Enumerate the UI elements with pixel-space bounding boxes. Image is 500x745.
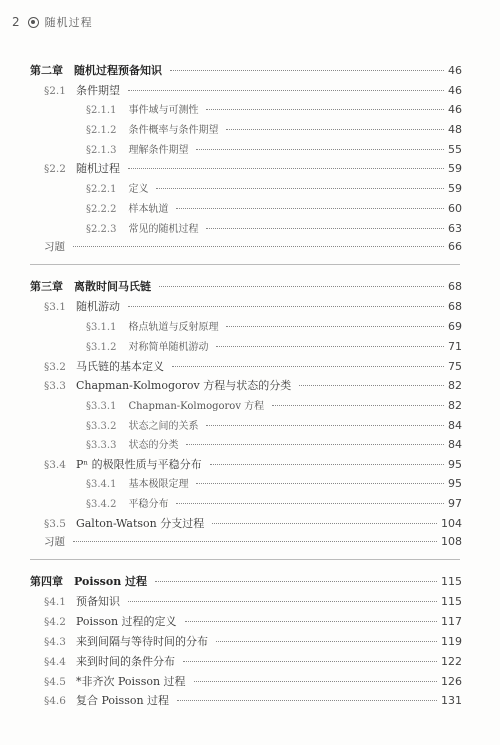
subsection-number: §2.2.3: [86, 224, 117, 235]
subsection-title: 状态的分类: [128, 440, 179, 451]
toc-section[interactable]: [44, 82, 462, 100]
page-ref: 84: [448, 438, 462, 451]
subsection-label: [86, 475, 192, 490]
section-title: 来到间隔与等待时间的分布: [75, 635, 208, 648]
section-number: §4.2: [44, 616, 66, 628]
dot-leader: [185, 621, 437, 622]
section-title: Pⁿ 的极限性质与平稳分布: [75, 458, 202, 471]
section-label: [44, 377, 295, 393]
subsection-title: Chapman-Kolmogorov 方程: [128, 401, 265, 412]
section-label: [44, 358, 168, 374]
section-title: 来到时间的条件分布: [75, 655, 175, 668]
dot-leader: [226, 326, 444, 327]
page-ref: 119: [441, 635, 462, 648]
section-label: [44, 456, 206, 472]
section-title: 马氏链的基本定义: [75, 360, 164, 373]
subsection-title: 格点轨道与反射原理: [128, 322, 219, 333]
page-ref: 59: [448, 182, 462, 195]
dot-leader: [73, 246, 444, 247]
page-ref: 55: [448, 143, 462, 156]
subsection-title: 对称简单随机游动: [128, 342, 209, 353]
section-title: 随机游动: [75, 300, 120, 313]
toc-subsection[interactable]: [86, 220, 462, 238]
dot-leader: [176, 503, 444, 504]
dot-leader: [216, 641, 437, 642]
subsection-title: 状态之间的关系: [128, 421, 199, 432]
toc-section[interactable]: [44, 673, 462, 691]
toc-subsection[interactable]: [86, 397, 462, 415]
dot-leader: [128, 306, 444, 307]
subsection-title: 事件域与可测性: [128, 105, 199, 116]
running-title: 随机过程: [44, 16, 93, 29]
toc-section[interactable]: [44, 377, 462, 395]
subsection-title: 平稳分布: [128, 499, 169, 510]
subsection-label: [86, 338, 212, 353]
section-number: §2.1: [44, 85, 66, 97]
subsection-label: [86, 180, 152, 195]
dot-leader: [272, 405, 444, 406]
subsection-title: 常见的随机过程: [128, 224, 199, 235]
subsection-label: [86, 495, 172, 510]
section-title: Galton-Watson 分支过程: [75, 517, 205, 530]
subsection-number: §3.3.2: [86, 421, 117, 432]
toc-subsection[interactable]: [86, 436, 462, 454]
dot-leader: [206, 228, 444, 229]
toc-chapter[interactable]: [30, 278, 462, 296]
chapter-title: 第四章 Poisson 过程: [30, 575, 148, 588]
dot-leader: [155, 581, 437, 582]
page-ref: 66: [448, 240, 462, 253]
toc-chapter[interactable]: [30, 62, 462, 80]
subsection-label: [86, 121, 222, 136]
subsection-number: §3.4.1: [86, 479, 117, 490]
page-ref: 95: [448, 458, 462, 471]
chapter-title: 第二章 随机过程预备知识: [30, 64, 162, 77]
page-ref: 68: [448, 280, 462, 293]
section-title: Poisson 过程的定义: [75, 615, 177, 628]
page-ref: 108: [441, 535, 462, 548]
page-ref: 97: [448, 497, 462, 510]
section-label: [44, 160, 124, 176]
section-number: §4.6: [44, 695, 66, 707]
toc-exercise[interactable]: [44, 239, 462, 257]
toc-subsection[interactable]: [86, 101, 462, 119]
subsection-label: [86, 101, 202, 116]
page-ref: 122: [441, 655, 462, 668]
toc-subsection[interactable]: [86, 200, 462, 218]
page-ref: 46: [448, 84, 462, 97]
dot-leader: [196, 483, 444, 484]
dot-leader: [196, 149, 444, 150]
subsection-label: [86, 318, 222, 333]
section-number: §3.2: [44, 361, 66, 373]
dot-leader: [156, 188, 444, 189]
page-ref: 84: [448, 419, 462, 432]
toc-exercise[interactable]: [44, 534, 462, 552]
page-ref: 104: [441, 517, 462, 530]
section-title: 预备知识: [75, 595, 120, 608]
toc-chapter[interactable]: [30, 573, 462, 591]
section-number: §4.3: [44, 636, 66, 648]
page-ref: 115: [441, 595, 462, 608]
page-ref: 68: [448, 300, 462, 313]
dot-leader: [172, 366, 444, 367]
section-number: §4.4: [44, 656, 66, 668]
section-number: §4.5: [44, 676, 66, 688]
dot-leader: [210, 464, 444, 465]
subsection-label: [86, 220, 202, 235]
toc-section[interactable]: [44, 653, 462, 671]
subsection-label: [86, 417, 202, 432]
section-label: [44, 593, 124, 609]
dot-leader: [73, 541, 437, 542]
page-number: 2: [12, 15, 20, 29]
page-ref: 117: [441, 615, 462, 628]
toc-subsection[interactable]: [86, 180, 462, 198]
toc-section[interactable]: [44, 358, 462, 376]
page-ref: 131: [441, 694, 462, 707]
section-label: [44, 82, 124, 98]
subsection-title: 条件概率与条件期望: [128, 125, 219, 136]
subsection-number: §3.1.2: [86, 342, 117, 353]
subsection-label: [86, 397, 268, 412]
page-ref: 46: [448, 103, 462, 116]
dot-leader: [159, 286, 444, 287]
dot-leader: [128, 601, 437, 602]
page-ref: 48: [448, 123, 462, 136]
section-title: *非齐次 Poisson 过程: [75, 675, 186, 688]
subsection-title: 基本极限定理: [128, 479, 189, 490]
dot-leader: [183, 661, 437, 662]
page-ref: 71: [448, 340, 462, 353]
subsection-number: §2.2.2: [86, 204, 117, 215]
subsection-number: §3.4.2: [86, 499, 117, 510]
subsection-number: §2.1.2: [86, 125, 117, 136]
section-number: §4.1: [44, 596, 66, 608]
dot-leader: [177, 700, 437, 701]
dot-leader: [212, 523, 437, 524]
subsection-title: 样本轨道: [128, 204, 169, 215]
section-number: §3.5: [44, 518, 66, 530]
page-ref: 63: [448, 222, 462, 235]
subsection-number: §3.3.3: [86, 440, 117, 451]
dot-leader: [206, 109, 444, 110]
dot-leader: [299, 385, 444, 386]
dot-leader: [226, 129, 444, 130]
section-number: §3.1: [44, 301, 66, 313]
subsection-label: [86, 200, 172, 215]
page-ref: 75: [448, 360, 462, 373]
toc-subsection[interactable]: [86, 338, 462, 356]
subsection-number: §3.3.1: [86, 401, 117, 412]
section-title: 随机过程: [75, 162, 120, 175]
dot-leader: [216, 346, 444, 347]
toc-subsection[interactable]: [86, 318, 462, 336]
section-number: §3.3: [44, 380, 66, 392]
page-ref: 69: [448, 320, 462, 333]
toc-section[interactable]: [44, 456, 462, 474]
subsection-number: §2.1.1: [86, 105, 117, 116]
subsection-number: §3.1.1: [86, 322, 117, 333]
subsection-title: 理解条件期望: [128, 145, 189, 156]
dot-leader: [128, 168, 444, 169]
section-number: §2.2: [44, 163, 66, 175]
page-ref: 46: [448, 64, 462, 77]
toc-subsection[interactable]: [86, 417, 462, 435]
exercise-title: 习题: [44, 536, 65, 548]
toc-section[interactable]: [44, 298, 462, 316]
page-ref: 126: [441, 675, 462, 688]
page-header: [12, 12, 93, 32]
section-title: 条件期望: [75, 84, 120, 97]
page-ref: 95: [448, 477, 462, 490]
section-label: [44, 613, 181, 629]
toc-subsection[interactable]: [86, 121, 462, 139]
section-title: 复合 Poisson 过程: [75, 694, 170, 707]
page-ref: 82: [448, 399, 462, 412]
dot-leader: [170, 70, 444, 71]
section-label: [44, 515, 208, 531]
toc-subsection[interactable]: [86, 141, 462, 159]
toc-section[interactable]: [44, 515, 462, 533]
subsection-number: §2.2.1: [86, 184, 117, 195]
page-ref: 60: [448, 202, 462, 215]
dot-leader: [186, 444, 444, 445]
subsection-label: [86, 436, 182, 451]
subsection-number: §2.1.3: [86, 145, 117, 156]
page-ref: 82: [448, 379, 462, 392]
dot-leader: [194, 681, 437, 682]
toc-section[interactable]: [44, 613, 462, 631]
section-label: [44, 653, 179, 669]
section-label: [44, 692, 173, 708]
exercise-title: 习题: [44, 241, 65, 253]
section-number: §3.4: [44, 459, 66, 471]
dot-leader: [176, 208, 444, 209]
section-label: [44, 633, 212, 649]
bullseye-icon: [28, 17, 39, 28]
toc-subsection[interactable]: [86, 495, 462, 513]
toc-section[interactable]: [44, 593, 462, 611]
toc-section[interactable]: [44, 633, 462, 651]
page-ref: 59: [448, 162, 462, 175]
section-label: [44, 298, 124, 314]
section-label: [44, 673, 190, 689]
chapter-divider: [30, 559, 460, 560]
chapter-divider: [30, 264, 460, 265]
toc-section[interactable]: [44, 160, 462, 178]
chapter-title: 第三章 离散时间马氏链: [30, 280, 151, 293]
toc-subsection[interactable]: [86, 475, 462, 493]
dot-leader: [128, 90, 444, 91]
subsection-title: 定义: [128, 184, 149, 195]
toc-section[interactable]: [44, 692, 462, 710]
section-title: Chapman-Kolmogorov 方程与状态的分类: [75, 379, 292, 392]
subsection-label: [86, 141, 192, 156]
page-ref: 115: [441, 575, 462, 588]
dot-leader: [206, 425, 444, 426]
